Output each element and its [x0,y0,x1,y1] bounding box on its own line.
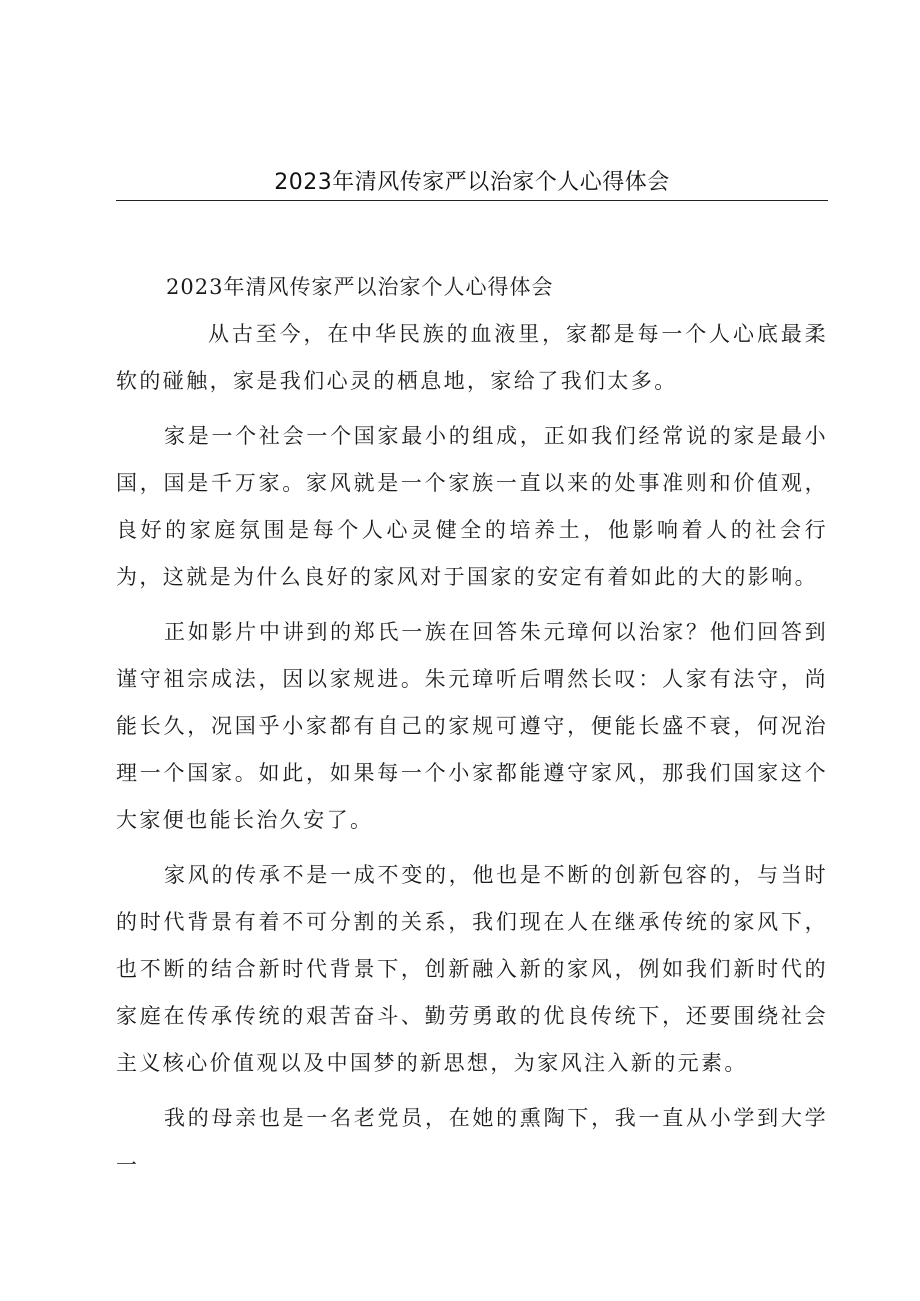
header-divider [116,200,828,201]
page-header [116,168,828,202]
paragraph-5: 我的母亲也是一名老党员，在她的熏陶下，我一直从小学到大学一 [116,1106,828,1177]
paragraph-3: 正如影片中讲到的郑氏一族在回答朱元璋何以治家？他们回答到谨守祖宗成法，因以家规进。朱元璋听后喟然长叹：人家有法守，尚能长久，况国乎小家都有自己的家规可遵守，便能长盛不衰，何况治理一个国家。如此，如果每一个小家都能遵守家风，那我们国家这个大家便也能长治久安了。 [116,620,828,832]
header-title: 2023年清风传家严以治家个人心得体会 [274,170,670,195]
paragraph-4: 家风的传承不是一成不变的，他也是不断的创新包容的，与当时的时代背景有着不可分割的关系，我们现在人在继承传统的家风下，也不断的结合新时代背景下，创新融入新的家风，例如我们新时代的家庭在传承传统的艰苦奋斗、勤劳勇敢的优良传统下，还要围绕社会主义核心价值观以及中国梦的新思想，为家风注入新的元素。 [116,863,828,1075]
paragraph-1: 从古至今，在中华民族的血液里，家都是每一个人心底最柔软的碰触，家是我们心灵的栖息地，家给了我们太多。 [116,322,828,393]
document-subtitle: 2023年清风传家严以治家个人心得体会 [166,275,554,299]
paragraph-2: 家是一个社会一个国家最小的组成，正如我们经常说的家是最小国，国是千万家。家风就是一个家族一直以来的处事准则和价值观，良好的家庭氛围是每个人心灵健全的培养土，他影响着人的社会行为，这就是为什么良好的家风对于国家的安定有着如此的大的影响。 [116,424,828,589]
document-body [116,266,828,1197]
